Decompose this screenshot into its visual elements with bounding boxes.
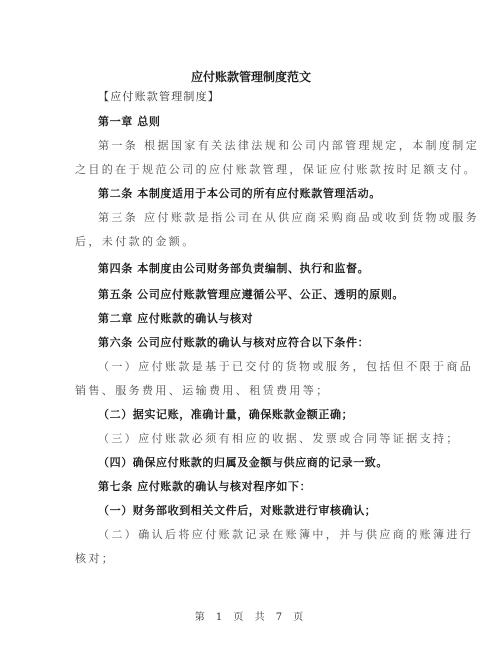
paragraph-line: 第一条 根据国家有关法律法规和公司内部管理规定，本制度制定 — [98, 139, 480, 152]
list-item-bold: （二）据实记账，准确计量，确保账款金额正确； — [98, 408, 354, 421]
article-line: 第二条 本制度适用于本公司的所有应付账款管理活动。 — [98, 187, 381, 200]
list-item-bold: （一）财务部收到相关文件后，对账款进行审核确认； — [98, 504, 377, 517]
paragraph-line: （一）应付账款是基于已交付的货物或服务，包括但不限于商品 — [98, 360, 474, 373]
document-title: 应付账款管理制度范文 — [190, 70, 311, 84]
page-number-footer: 第 1 页 共 7 页 — [194, 612, 308, 623]
article-line: 第七条 应付账款的确认与核对程序如下： — [98, 480, 312, 493]
chapter-heading: 第一章 总则 — [98, 115, 161, 128]
paragraph-line: 销售、服务费用、运输费用、租赁费用等； — [75, 384, 330, 397]
list-item: （三）应付账款必须有相应的收据、发票或合同等证据支持； — [98, 432, 460, 445]
article-line: 第六条 公司应付账款的确认与核对应符合以下条件： — [98, 336, 370, 349]
chapter-heading: 第二章 应付账款的确认与核对 — [98, 312, 254, 325]
list-item: （二）确认后将应付账款记录在账簿中，并与供应商的账簿进行 — [98, 528, 474, 541]
paragraph-line: 后，未付款的金额。 — [75, 235, 196, 248]
list-item-bold: （四）确保应付账款的归属及金额与供应商的记录一致。 — [98, 456, 388, 469]
paragraph-line: 第三条 应付账款是指公司在从供应商采购商品或收到货物或服务 — [98, 211, 480, 224]
paragraph-line: 之目的在于规范公司的应付账款管理，保证应付账款按时足额支付。 — [75, 163, 477, 176]
article-line: 第四条 本制度由公司财务部负责编制、执行和监督。 — [98, 262, 370, 275]
section-tag: 【应付账款管理制度】 — [98, 90, 220, 103]
article-line: 第五条 公司应付账款管理应遵循公平、公正、透明的原则。 — [98, 288, 405, 301]
paragraph-line: 核对； — [75, 552, 116, 565]
